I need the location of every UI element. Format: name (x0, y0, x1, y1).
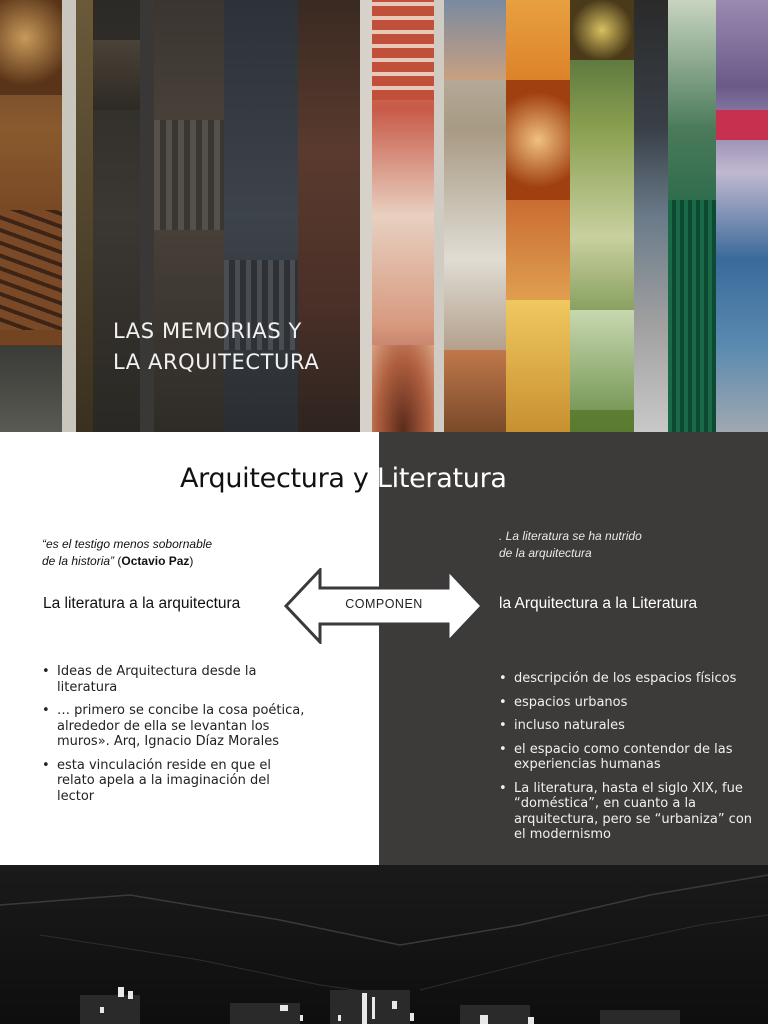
list-item (42, 703, 310, 750)
quote-author: Octavio Paz (121, 554, 190, 568)
title-part-literature: Literatura (376, 463, 507, 494)
list-item-text: el espacio como contendor de las experiencias humanas (514, 741, 733, 772)
title-slide (0, 0, 768, 432)
collage-strip (716, 0, 768, 432)
list-item-text: incluso naturales (514, 718, 625, 733)
bullet-icon: • (42, 703, 50, 718)
bullet-icon: • (499, 671, 507, 686)
paz-quote (42, 536, 222, 570)
collage-strip (76, 0, 93, 432)
list-item-text: … primero se concibe la cosa poética, alrededor de ella se levantan los muros». Arq, Ignacio Díaz Morales (57, 703, 305, 749)
collage-strip (62, 0, 76, 432)
list-item-text: Ideas de Arquitectura desde la literatura (57, 664, 257, 695)
collage-strip (434, 0, 444, 432)
list-item (42, 758, 310, 805)
bullet-icon: • (499, 718, 507, 733)
left-bullet-list (42, 664, 310, 812)
quote-paren-close: ) (189, 554, 194, 568)
night-city-slide (0, 865, 768, 1024)
right-bullet-list (499, 671, 761, 851)
left-heading: La literatura a la arquitectura (43, 595, 241, 612)
bullet-icon: • (499, 780, 507, 796)
collage-strip (570, 0, 634, 432)
slide-title-line-1: LAS MEMORIAS Y (113, 319, 302, 343)
list-item (42, 664, 310, 695)
slide-title-line-2: LA ARQUITECTURA (113, 350, 320, 374)
list-item (499, 742, 761, 773)
list-item (499, 671, 761, 687)
comparison-slide (0, 432, 768, 865)
list-item (499, 695, 761, 711)
list-item (499, 781, 761, 843)
bullet-icon: • (42, 664, 50, 679)
title-part-architecture: Arquitectura y (180, 463, 377, 494)
arrow-label: COMPONEN (345, 597, 423, 611)
literature-quote: . La literatura se ha nutrido de la arquitectura (499, 529, 642, 560)
collage-strip (668, 0, 716, 432)
list-item-text: espacios urbanos (514, 694, 628, 710)
list-item-text: La literatura, hasta el siglo XIX, fue “doméstica”, en cuanto a la arquitectura, pero se “urbaniza” con el modernismo (514, 780, 753, 842)
list-item-text: descripción de los espacios físicos (514, 671, 737, 686)
list-item-text: esta vinculación reside en que el relato apela a la imaginación del lector (57, 757, 271, 804)
collage-strip (634, 0, 668, 432)
slide-title (113, 316, 319, 378)
bullet-icon: • (499, 741, 507, 757)
list-item (499, 718, 761, 734)
paz-quote-text: “es el testigo menos sobornable de la historia” (42, 537, 213, 568)
quote-paren-open: ( (114, 554, 122, 568)
collage-strip (444, 0, 506, 432)
night-city-image (0, 865, 768, 1024)
comparison-title (180, 462, 507, 496)
bullet-icon: • (42, 757, 50, 773)
collage-strip (372, 0, 434, 432)
collage-strip (360, 0, 372, 432)
right-heading: la Arquitectura a la Literatura (499, 595, 698, 612)
collage-strip (506, 0, 570, 432)
collage-strip (0, 0, 62, 432)
bullet-icon: • (499, 694, 507, 710)
